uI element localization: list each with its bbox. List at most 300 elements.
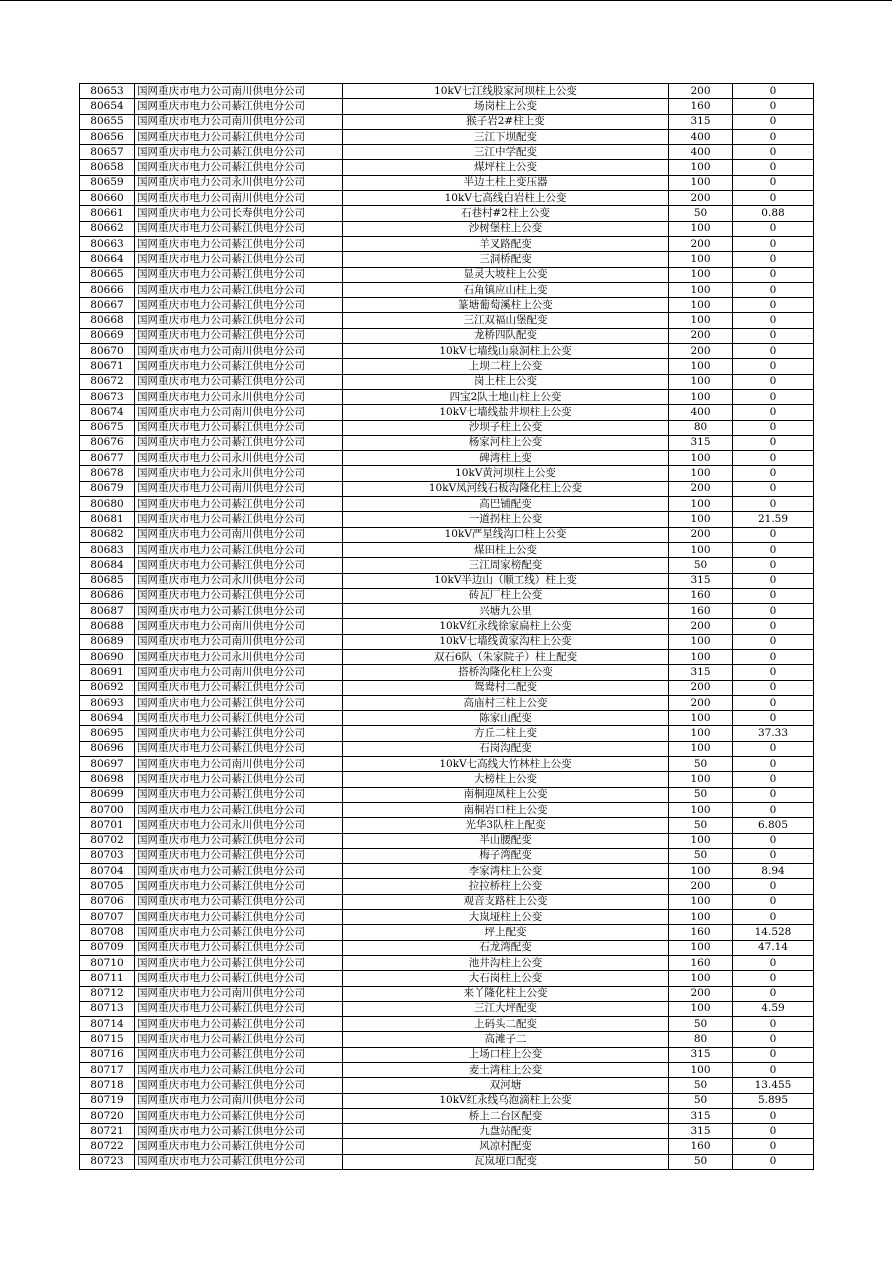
row-capacity-cell: 315	[669, 1047, 733, 1062]
row-name-cell: 大岚垭柱上公变	[343, 910, 669, 925]
table-row	[80, 282, 814, 297]
row-id-cell: 80696	[80, 741, 135, 756]
table-row	[80, 405, 814, 420]
row-value-cell: 0	[733, 910, 814, 925]
row-capacity-cell: 100	[669, 1063, 733, 1078]
row-value-cell: 0	[733, 787, 814, 802]
row-capacity-cell: 160	[669, 588, 733, 603]
table-row	[80, 420, 814, 435]
row-name-cell: 10kV七墙线黄家沟柱上公变	[343, 634, 669, 649]
table-row	[80, 359, 814, 374]
row-value-cell: 0	[733, 1032, 814, 1047]
row-capacity-cell: 100	[669, 374, 733, 389]
row-name-cell: 兴塘九公里	[343, 604, 669, 619]
row-capacity-cell: 100	[669, 389, 733, 404]
table-row	[80, 527, 814, 542]
row-org-cell: 国网重庆市电力公司綦江供电分公司	[135, 741, 343, 756]
row-id-cell: 80672	[80, 374, 135, 389]
row-name-cell: 观音支路柱上公变	[343, 894, 669, 909]
table-row	[80, 191, 814, 206]
row-capacity-cell: 100	[669, 910, 733, 925]
row-capacity-cell: 100	[669, 175, 733, 190]
row-org-cell: 国网重庆市电力公司綦江供电分公司	[135, 1017, 343, 1032]
table-row	[80, 1108, 814, 1123]
row-name-cell: 龙桥四队配变	[343, 328, 669, 343]
table-row	[80, 910, 814, 925]
row-id-cell: 80656	[80, 129, 135, 144]
row-name-cell: 四宝2队土地山柱上公变	[343, 389, 669, 404]
row-value-cell: 0	[733, 175, 814, 190]
row-capacity-cell: 315	[669, 573, 733, 588]
table-row	[80, 160, 814, 175]
row-capacity-cell: 50	[669, 1154, 733, 1169]
row-id-cell: 80688	[80, 619, 135, 634]
row-capacity-cell: 200	[669, 344, 733, 359]
table-row	[80, 726, 814, 741]
row-name-cell: 桥上二台区配变	[343, 1108, 669, 1123]
row-id-cell: 80720	[80, 1108, 135, 1123]
table-row	[80, 236, 814, 251]
row-capacity-cell: 100	[669, 940, 733, 955]
row-capacity-cell: 100	[669, 252, 733, 267]
row-name-cell: 10kV七墙线盐井坝柱上公变	[343, 405, 669, 420]
row-org-cell: 国网重庆市电力公司綦江供电分公司	[135, 558, 343, 573]
row-capacity-cell: 100	[669, 282, 733, 297]
row-capacity-cell: 100	[669, 833, 733, 848]
table-row	[80, 175, 814, 190]
row-org-cell: 国网重庆市电力公司綦江供电分公司	[135, 1139, 343, 1154]
table-row	[80, 604, 814, 619]
row-value-cell: 0	[733, 588, 814, 603]
row-name-cell: 鸳鸯村二配变	[343, 680, 669, 695]
row-value-cell: 0	[733, 695, 814, 710]
table-row	[80, 1154, 814, 1169]
row-value-cell: 0	[733, 711, 814, 726]
row-value-cell: 47.14	[733, 940, 814, 955]
row-capacity-cell: 50	[669, 1078, 733, 1093]
row-value-cell: 0	[733, 558, 814, 573]
row-name-cell: 双河塘	[343, 1078, 669, 1093]
row-name-cell: 场岗柱上公变	[343, 99, 669, 114]
row-capacity-cell: 160	[669, 604, 733, 619]
row-id-cell: 80695	[80, 726, 135, 741]
row-org-cell: 国网重庆市电力公司永川供电分公司	[135, 451, 343, 466]
row-capacity-cell: 50	[669, 848, 733, 863]
table-row	[80, 481, 814, 496]
row-capacity-cell: 100	[669, 466, 733, 481]
row-org-cell: 国网重庆市电力公司綦江供电分公司	[135, 604, 343, 619]
row-id-cell: 80687	[80, 604, 135, 619]
page-top-rule	[0, 0, 892, 1]
row-value-cell: 0	[733, 160, 814, 175]
row-value-cell: 0	[733, 1017, 814, 1032]
row-name-cell: 10kV七墙线山泉洞柱上公变	[343, 344, 669, 359]
row-capacity-cell: 100	[669, 298, 733, 313]
row-id-cell: 80662	[80, 221, 135, 236]
row-org-cell: 国网重庆市电力公司綦江供电分公司	[135, 925, 343, 940]
table-row	[80, 955, 814, 970]
row-capacity-cell: 200	[669, 84, 733, 99]
row-value-cell: 0	[733, 267, 814, 282]
row-value-cell: 14.528	[733, 925, 814, 940]
row-name-cell: 羊叉路配变	[343, 236, 669, 251]
table-row	[80, 573, 814, 588]
row-capacity-cell: 100	[669, 772, 733, 787]
table-row	[80, 864, 814, 879]
row-id-cell: 80671	[80, 359, 135, 374]
row-id-cell: 80677	[80, 451, 135, 466]
row-name-cell: 沙树堡柱上公变	[343, 221, 669, 236]
table-row	[80, 833, 814, 848]
row-value-cell: 0	[733, 236, 814, 251]
row-org-cell: 国网重庆市电力公司綦江供电分公司	[135, 420, 343, 435]
row-org-cell: 国网重庆市电力公司綦江供电分公司	[135, 588, 343, 603]
row-value-cell: 0	[733, 313, 814, 328]
row-capacity-cell: 400	[669, 145, 733, 160]
table-row	[80, 619, 814, 634]
row-id-cell: 80689	[80, 634, 135, 649]
row-name-cell: 搭桥沟隆化柱上公变	[343, 665, 669, 680]
row-capacity-cell: 50	[669, 757, 733, 772]
row-org-cell: 国网重庆市电力公司南川供电分公司	[135, 1093, 343, 1108]
row-value-cell: 0	[733, 741, 814, 756]
row-value-cell: 37.33	[733, 726, 814, 741]
row-name-cell: 石巷村#2柱上公变	[343, 206, 669, 221]
row-capacity-cell: 160	[669, 1139, 733, 1154]
row-name-cell: 10kV半边山（顺工线）柱上变	[343, 573, 669, 588]
row-capacity-cell: 100	[669, 542, 733, 557]
table-row	[80, 1001, 814, 1016]
row-id-cell: 80723	[80, 1154, 135, 1169]
row-capacity-cell: 100	[669, 313, 733, 328]
row-org-cell: 国网重庆市电力公司綦江供电分公司	[135, 1032, 343, 1047]
row-id-cell: 80664	[80, 252, 135, 267]
row-org-cell: 国网重庆市电力公司綦江供电分公司	[135, 99, 343, 114]
table-row	[80, 374, 814, 389]
row-name-cell: 三江下坝配变	[343, 129, 669, 144]
row-id-cell: 80676	[80, 435, 135, 450]
row-id-cell: 80665	[80, 267, 135, 282]
row-value-cell: 0	[733, 114, 814, 129]
row-value-cell: 0	[733, 145, 814, 160]
row-value-cell: 0	[733, 221, 814, 236]
row-id-cell: 80659	[80, 175, 135, 190]
row-org-cell: 国网重庆市电力公司綦江供电分公司	[135, 726, 343, 741]
table-row	[80, 818, 814, 833]
row-value-cell: 5.895	[733, 1093, 814, 1108]
row-org-cell: 国网重庆市电力公司南川供电分公司	[135, 481, 343, 496]
row-id-cell: 80684	[80, 558, 135, 573]
row-org-cell: 国网重庆市电力公司南川供电分公司	[135, 527, 343, 542]
row-name-cell: 岗上柱上公变	[343, 374, 669, 389]
row-value-cell: 0	[733, 481, 814, 496]
row-id-cell: 80673	[80, 389, 135, 404]
row-id-cell: 80698	[80, 772, 135, 787]
row-id-cell: 80668	[80, 313, 135, 328]
table-row	[80, 84, 814, 99]
row-capacity-cell: 200	[669, 236, 733, 251]
row-org-cell: 国网重庆市电力公司永川供电分公司	[135, 818, 343, 833]
row-value-cell: 6.805	[733, 818, 814, 833]
table-row	[80, 802, 814, 817]
row-name-cell: 李家湾柱上公变	[343, 864, 669, 879]
row-name-cell: 10kV凤河线石板沟隆化柱上公变	[343, 481, 669, 496]
row-id-cell: 80657	[80, 145, 135, 160]
row-name-cell: 大榜柱上公变	[343, 772, 669, 787]
row-value-cell: 0	[733, 848, 814, 863]
row-name-cell: 10kV七高线白岩柱上公变	[343, 191, 669, 206]
row-value-cell: 0	[733, 772, 814, 787]
row-id-cell: 80666	[80, 282, 135, 297]
table-row	[80, 772, 814, 787]
row-org-cell: 国网重庆市电力公司綦江供电分公司	[135, 787, 343, 802]
row-id-cell: 80700	[80, 802, 135, 817]
row-name-cell: 池井沟柱上公变	[343, 955, 669, 970]
row-org-cell: 国网重庆市电力公司綦江供电分公司	[135, 1063, 343, 1078]
row-id-cell: 80717	[80, 1063, 135, 1078]
row-capacity-cell: 100	[669, 971, 733, 986]
row-capacity-cell: 160	[669, 955, 733, 970]
row-value-cell: 0	[733, 451, 814, 466]
row-capacity-cell: 315	[669, 1108, 733, 1123]
row-name-cell: 坪上配变	[343, 925, 669, 940]
row-id-cell: 80670	[80, 344, 135, 359]
row-org-cell: 国网重庆市电力公司綦江供电分公司	[135, 298, 343, 313]
row-value-cell: 0	[733, 665, 814, 680]
row-value-cell: 4.59	[733, 1001, 814, 1016]
table-row	[80, 665, 814, 680]
row-org-cell: 国网重庆市电力公司綦江供电分公司	[135, 1047, 343, 1062]
row-capacity-cell: 200	[669, 191, 733, 206]
row-org-cell: 国网重庆市电力公司綦江供电分公司	[135, 129, 343, 144]
row-value-cell: 0	[733, 604, 814, 619]
row-org-cell: 国网重庆市电力公司綦江供电分公司	[135, 328, 343, 343]
row-id-cell: 80713	[80, 1001, 135, 1016]
row-name-cell: 拉拉桥柱上公变	[343, 879, 669, 894]
row-id-cell: 80661	[80, 206, 135, 221]
row-org-cell: 国网重庆市电力公司綦江供电分公司	[135, 940, 343, 955]
row-org-cell: 国网重庆市电力公司綦江供电分公司	[135, 145, 343, 160]
row-value-cell: 0	[733, 420, 814, 435]
row-org-cell: 国网重庆市电力公司綦江供电分公司	[135, 772, 343, 787]
row-capacity-cell: 100	[669, 634, 733, 649]
row-name-cell: 10kV红永线徐家扁柱上公变	[343, 619, 669, 634]
row-capacity-cell: 50	[669, 558, 733, 573]
row-capacity-cell: 100	[669, 267, 733, 282]
table-row	[80, 1063, 814, 1078]
row-id-cell: 80701	[80, 818, 135, 833]
table-row	[80, 971, 814, 986]
row-value-cell: 0	[733, 298, 814, 313]
row-org-cell: 国网重庆市电力公司永川供电分公司	[135, 573, 343, 588]
table-row	[80, 588, 814, 603]
row-capacity-cell: 50	[669, 1017, 733, 1032]
row-value-cell: 0	[733, 573, 814, 588]
row-capacity-cell: 315	[669, 435, 733, 450]
row-capacity-cell: 50	[669, 1093, 733, 1108]
table-body	[80, 84, 814, 1170]
row-capacity-cell: 50	[669, 787, 733, 802]
row-name-cell: 方丘二柱上变	[343, 726, 669, 741]
row-name-cell: 高庙村三柱上公变	[343, 695, 669, 710]
row-org-cell: 国网重庆市电力公司南川供电分公司	[135, 757, 343, 772]
row-value-cell: 0	[733, 971, 814, 986]
row-value-cell: 0	[733, 986, 814, 1001]
row-capacity-cell: 160	[669, 925, 733, 940]
row-capacity-cell: 315	[669, 665, 733, 680]
row-capacity-cell: 100	[669, 497, 733, 512]
row-org-cell: 国网重庆市电力公司永川供电分公司	[135, 175, 343, 190]
row-id-cell: 80722	[80, 1139, 135, 1154]
row-value-cell: 0	[733, 619, 814, 634]
row-capacity-cell: 200	[669, 695, 733, 710]
row-name-cell: 10kV七高线大竹林柱上公变	[343, 757, 669, 772]
row-name-cell: 篆塘葡萄溪柱上公变	[343, 298, 669, 313]
table-row	[80, 741, 814, 756]
row-value-cell: 0	[733, 757, 814, 772]
row-capacity-cell: 100	[669, 512, 733, 527]
row-org-cell: 国网重庆市电力公司南川供电分公司	[135, 84, 343, 99]
row-value-cell: 0	[733, 1124, 814, 1139]
row-capacity-cell: 100	[669, 451, 733, 466]
row-id-cell: 80707	[80, 910, 135, 925]
row-value-cell: 0	[733, 389, 814, 404]
row-id-cell: 80708	[80, 925, 135, 940]
row-capacity-cell: 200	[669, 986, 733, 1001]
row-org-cell: 国网重庆市电力公司綦江供电分公司	[135, 1078, 343, 1093]
row-name-cell: 三江双福山堡配变	[343, 313, 669, 328]
row-value-cell: 8.94	[733, 864, 814, 879]
row-value-cell: 0	[733, 1154, 814, 1169]
row-name-cell: 九盘站配变	[343, 1124, 669, 1139]
row-value-cell: 0	[733, 634, 814, 649]
table-row	[80, 558, 814, 573]
row-value-cell: 0	[733, 649, 814, 664]
table-row	[80, 634, 814, 649]
row-name-cell: 梅子湾配变	[343, 848, 669, 863]
row-name-cell: 三江周家榜配变	[343, 558, 669, 573]
row-name-cell: 三江大坪配变	[343, 1001, 669, 1016]
row-capacity-cell: 100	[669, 864, 733, 879]
row-name-cell: 10kV七江线股家河坝柱上公变	[343, 84, 669, 99]
row-value-cell: 0	[733, 1063, 814, 1078]
row-id-cell: 80693	[80, 695, 135, 710]
row-value-cell: 0	[733, 955, 814, 970]
row-org-cell: 国网重庆市电力公司綦江供电分公司	[135, 894, 343, 909]
row-value-cell: 0	[733, 527, 814, 542]
row-name-cell: 上场口柱上公变	[343, 1047, 669, 1062]
row-org-cell: 国网重庆市电力公司綦江供电分公司	[135, 879, 343, 894]
row-capacity-cell: 100	[669, 649, 733, 664]
row-org-cell: 国网重庆市电力公司綦江供电分公司	[135, 374, 343, 389]
table-row	[80, 711, 814, 726]
row-org-cell: 国网重庆市电力公司綦江供电分公司	[135, 1001, 343, 1016]
row-id-cell: 80702	[80, 833, 135, 848]
data-table	[79, 83, 814, 1170]
table-row	[80, 1078, 814, 1093]
row-name-cell: 碑湾柱上变	[343, 451, 669, 466]
row-org-cell: 国网重庆市电力公司永川供电分公司	[135, 649, 343, 664]
row-org-cell: 国网重庆市电力公司綦江供电分公司	[135, 267, 343, 282]
row-id-cell: 80715	[80, 1032, 135, 1047]
row-name-cell: 半山腰配变	[343, 833, 669, 848]
row-id-cell: 80703	[80, 848, 135, 863]
row-value-cell: 0	[733, 1047, 814, 1062]
row-org-cell: 国网重庆市电力公司綦江供电分公司	[135, 864, 343, 879]
row-name-cell: 三江中学配变	[343, 145, 669, 160]
row-capacity-cell: 200	[669, 879, 733, 894]
row-value-cell: 0	[733, 252, 814, 267]
row-value-cell: 13.455	[733, 1078, 814, 1093]
row-org-cell: 国网重庆市电力公司綦江供电分公司	[135, 435, 343, 450]
row-name-cell: 一道拐柱上公变	[343, 512, 669, 527]
row-id-cell: 80675	[80, 420, 135, 435]
table-row	[80, 451, 814, 466]
row-name-cell: 石岗沟配变	[343, 741, 669, 756]
row-capacity-cell: 160	[669, 99, 733, 114]
row-org-cell: 国网重庆市电力公司綦江供电分公司	[135, 313, 343, 328]
table-row	[80, 114, 814, 129]
row-id-cell: 80663	[80, 236, 135, 251]
row-name-cell: 来丫隆化柱上公变	[343, 986, 669, 1001]
row-org-cell: 国网重庆市电力公司南川供电分公司	[135, 114, 343, 129]
row-value-cell: 0	[733, 344, 814, 359]
row-org-cell: 国网重庆市电力公司綦江供电分公司	[135, 359, 343, 374]
row-capacity-cell: 100	[669, 802, 733, 817]
row-org-cell: 国网重庆市电力公司南川供电分公司	[135, 344, 343, 359]
row-name-cell: 光华3队柱上配变	[343, 818, 669, 833]
row-value-cell: 0	[733, 1108, 814, 1123]
table-row	[80, 986, 814, 1001]
table-row	[80, 649, 814, 664]
row-capacity-cell: 50	[669, 206, 733, 221]
row-id-cell: 80704	[80, 864, 135, 879]
row-name-cell: 高巴铺配变	[343, 497, 669, 512]
row-name-cell: 石角镇应山柱上变	[343, 282, 669, 297]
row-name-cell: 瓦岚垭口配变	[343, 1154, 669, 1169]
row-id-cell: 80674	[80, 405, 135, 420]
row-id-cell: 80694	[80, 711, 135, 726]
row-capacity-cell: 200	[669, 680, 733, 695]
row-value-cell: 0	[733, 129, 814, 144]
row-value-cell: 0	[733, 99, 814, 114]
row-value-cell: 0	[733, 1139, 814, 1154]
row-org-cell: 国网重庆市电力公司綦江供电分公司	[135, 221, 343, 236]
row-org-cell: 国网重庆市电力公司綦江供电分公司	[135, 497, 343, 512]
row-name-cell: 显灵大坡柱上公变	[343, 267, 669, 282]
table-row	[80, 389, 814, 404]
table-row	[80, 145, 814, 160]
row-value-cell: 0	[733, 191, 814, 206]
row-org-cell: 国网重庆市电力公司长寿供电分公司	[135, 206, 343, 221]
row-id-cell: 80697	[80, 757, 135, 772]
table-row	[80, 1047, 814, 1062]
row-id-cell: 80655	[80, 114, 135, 129]
row-name-cell: 石龙湾配变	[343, 940, 669, 955]
row-org-cell: 国网重庆市电力公司綦江供电分公司	[135, 1108, 343, 1123]
row-capacity-cell: 400	[669, 129, 733, 144]
row-id-cell: 80685	[80, 573, 135, 588]
row-id-cell: 80660	[80, 191, 135, 206]
table-row	[80, 313, 814, 328]
table-row	[80, 344, 814, 359]
table-row	[80, 1032, 814, 1047]
row-capacity-cell: 100	[669, 221, 733, 236]
row-capacity-cell: 80	[669, 420, 733, 435]
row-org-cell: 国网重庆市电力公司綦江供电分公司	[135, 512, 343, 527]
row-name-cell: 10kV严星线沟口柱上公变	[343, 527, 669, 542]
row-capacity-cell: 200	[669, 527, 733, 542]
